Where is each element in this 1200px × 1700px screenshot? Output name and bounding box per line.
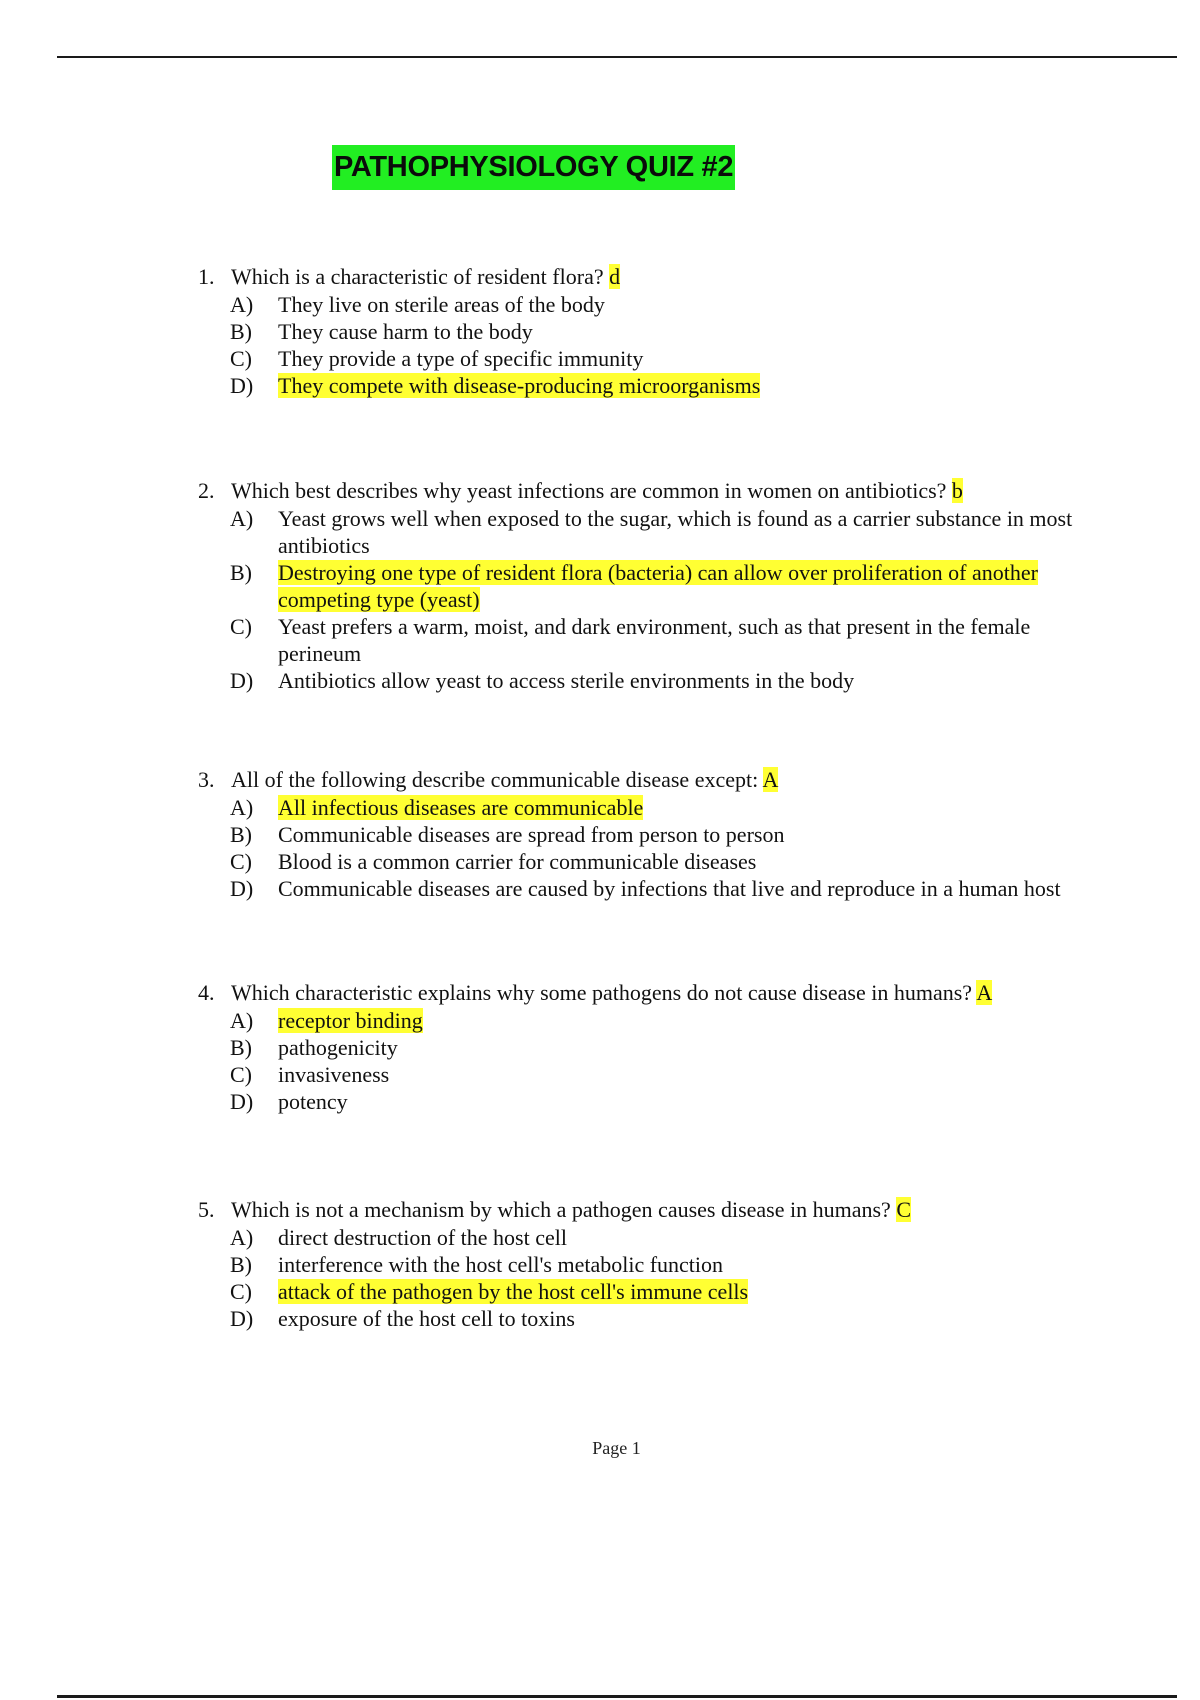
option-letter: B) <box>230 1252 252 1277</box>
option-b <box>198 1251 1098 1278</box>
option-text: interference with the host cell's metabolic function <box>278 1252 724 1277</box>
option-letter: D) <box>230 668 254 693</box>
question-number: 4. <box>198 980 215 1005</box>
top-rule <box>57 56 1177 58</box>
option-d <box>198 1088 1098 1115</box>
option-a-correct <box>198 794 1098 821</box>
option-letter: C) <box>230 1279 252 1304</box>
bottom-rule <box>57 1695 1177 1698</box>
option-letter: C) <box>230 1062 252 1087</box>
question-text: Which is a characteristic of resident flora? <box>231 264 604 289</box>
question-list <box>198 263 1098 1332</box>
option-list <box>198 505 1098 694</box>
option-letter: D) <box>230 1306 254 1331</box>
option-text: Antibiotics allow yeast to access sterile environments in the body <box>278 668 855 693</box>
option-d <box>198 1305 1098 1332</box>
question-text: Which is not a mechanism by which a pathogen causes disease in humans? <box>231 1197 891 1222</box>
option-letter: C) <box>230 849 252 874</box>
option-letter: C) <box>230 346 252 371</box>
question-number: 1. <box>198 264 215 289</box>
option-text-highlighted: Destroying one type of resident flora (bacteria) can allow over proliferation of another competing type (yeast) <box>278 560 1038 612</box>
question-number: 3. <box>198 767 215 792</box>
option-letter: A) <box>230 795 254 820</box>
option-letter: D) <box>230 1089 254 1114</box>
option-list <box>198 794 1098 902</box>
option-text: They provide a type of specific immunity <box>278 346 644 371</box>
option-a-correct <box>198 1007 1098 1034</box>
option-b-correct <box>198 559 1098 613</box>
option-c <box>198 1061 1098 1088</box>
question-number: 2. <box>198 478 215 503</box>
option-text: Yeast prefers a warm, moist, and dark environment, such as that present in the female perineum <box>278 614 1031 666</box>
option-letter: A) <box>230 1008 254 1033</box>
option-a <box>198 1224 1098 1251</box>
option-letter: D) <box>230 876 254 901</box>
question-stem <box>198 1196 1098 1223</box>
option-text-highlighted: attack of the pathogen by the host cell's immune cells <box>278 1279 749 1304</box>
option-letter: D) <box>230 373 254 398</box>
option-d <box>198 667 1098 694</box>
option-b <box>198 821 1098 848</box>
option-d <box>198 875 1098 902</box>
option-d-correct <box>198 372 1098 399</box>
option-text: They cause harm to the body <box>278 319 533 344</box>
question-stem <box>198 979 1098 1006</box>
option-a <box>198 291 1098 318</box>
option-c <box>198 613 1098 667</box>
question-text: Which best describes why yeast infections are common in women on antibiotics? <box>231 478 947 503</box>
option-c-correct <box>198 1278 1098 1305</box>
question-1 <box>198 263 1098 399</box>
option-letter: A) <box>230 292 254 317</box>
option-letter: B) <box>230 1035 252 1060</box>
option-text: pathogenicity <box>278 1035 398 1060</box>
answer-key: A <box>976 980 993 1005</box>
question-stem <box>198 263 1098 290</box>
option-a <box>198 505 1098 559</box>
option-text: exposure of the host cell to toxins <box>278 1306 575 1331</box>
option-text: direct destruction of the host cell <box>278 1225 567 1250</box>
option-letter: B) <box>230 319 252 344</box>
option-c <box>198 345 1098 372</box>
option-letter: B) <box>230 822 252 847</box>
option-list <box>198 1007 1098 1115</box>
option-list <box>198 291 1098 399</box>
option-b <box>198 318 1098 345</box>
option-text: Communicable diseases are caused by infections that live and reproduce in a human host <box>278 876 1061 901</box>
page-title: PATHOPHYSIOLOGY QUIZ #2 <box>332 145 735 190</box>
question-2 <box>198 477 1098 694</box>
option-text: Communicable diseases are spread from person to person <box>278 822 785 847</box>
question-stem <box>198 766 1098 793</box>
question-text: All of the following describe communicable disease except: <box>231 767 759 792</box>
question-number: 5. <box>198 1197 215 1222</box>
option-text-highlighted: All infectious diseases are communicable <box>278 795 644 820</box>
answer-key: A <box>762 767 779 792</box>
option-c <box>198 848 1098 875</box>
answer-key: C <box>896 1197 912 1222</box>
option-letter: A) <box>230 1225 254 1250</box>
option-text-highlighted: They compete with disease-producing microorganisms <box>278 373 761 398</box>
option-text: They live on sterile areas of the body <box>278 292 605 317</box>
option-b <box>198 1034 1098 1061</box>
option-text: potency <box>278 1089 348 1114</box>
answer-key: b <box>951 478 963 503</box>
option-text: invasiveness <box>278 1062 390 1087</box>
question-stem <box>198 477 1098 504</box>
question-text: Which characteristic explains why some pathogens do not cause disease in humans? <box>231 980 973 1005</box>
option-list <box>198 1224 1098 1332</box>
option-text: Yeast grows well when exposed to the sugar, which is found as a carrier substance in most antibiotics <box>278 506 1073 558</box>
question-4 <box>198 979 1098 1115</box>
question-3 <box>198 766 1098 902</box>
option-text-highlighted: receptor binding <box>278 1008 423 1033</box>
answer-key: d <box>609 264 621 289</box>
option-letter: C) <box>230 614 252 639</box>
question-5 <box>198 1196 1098 1332</box>
option-letter: A) <box>230 506 254 531</box>
option-text: Blood is a common carrier for communicable diseases <box>278 849 757 874</box>
option-letter: B) <box>230 560 252 585</box>
page-number: Page 1 <box>592 1438 641 1458</box>
